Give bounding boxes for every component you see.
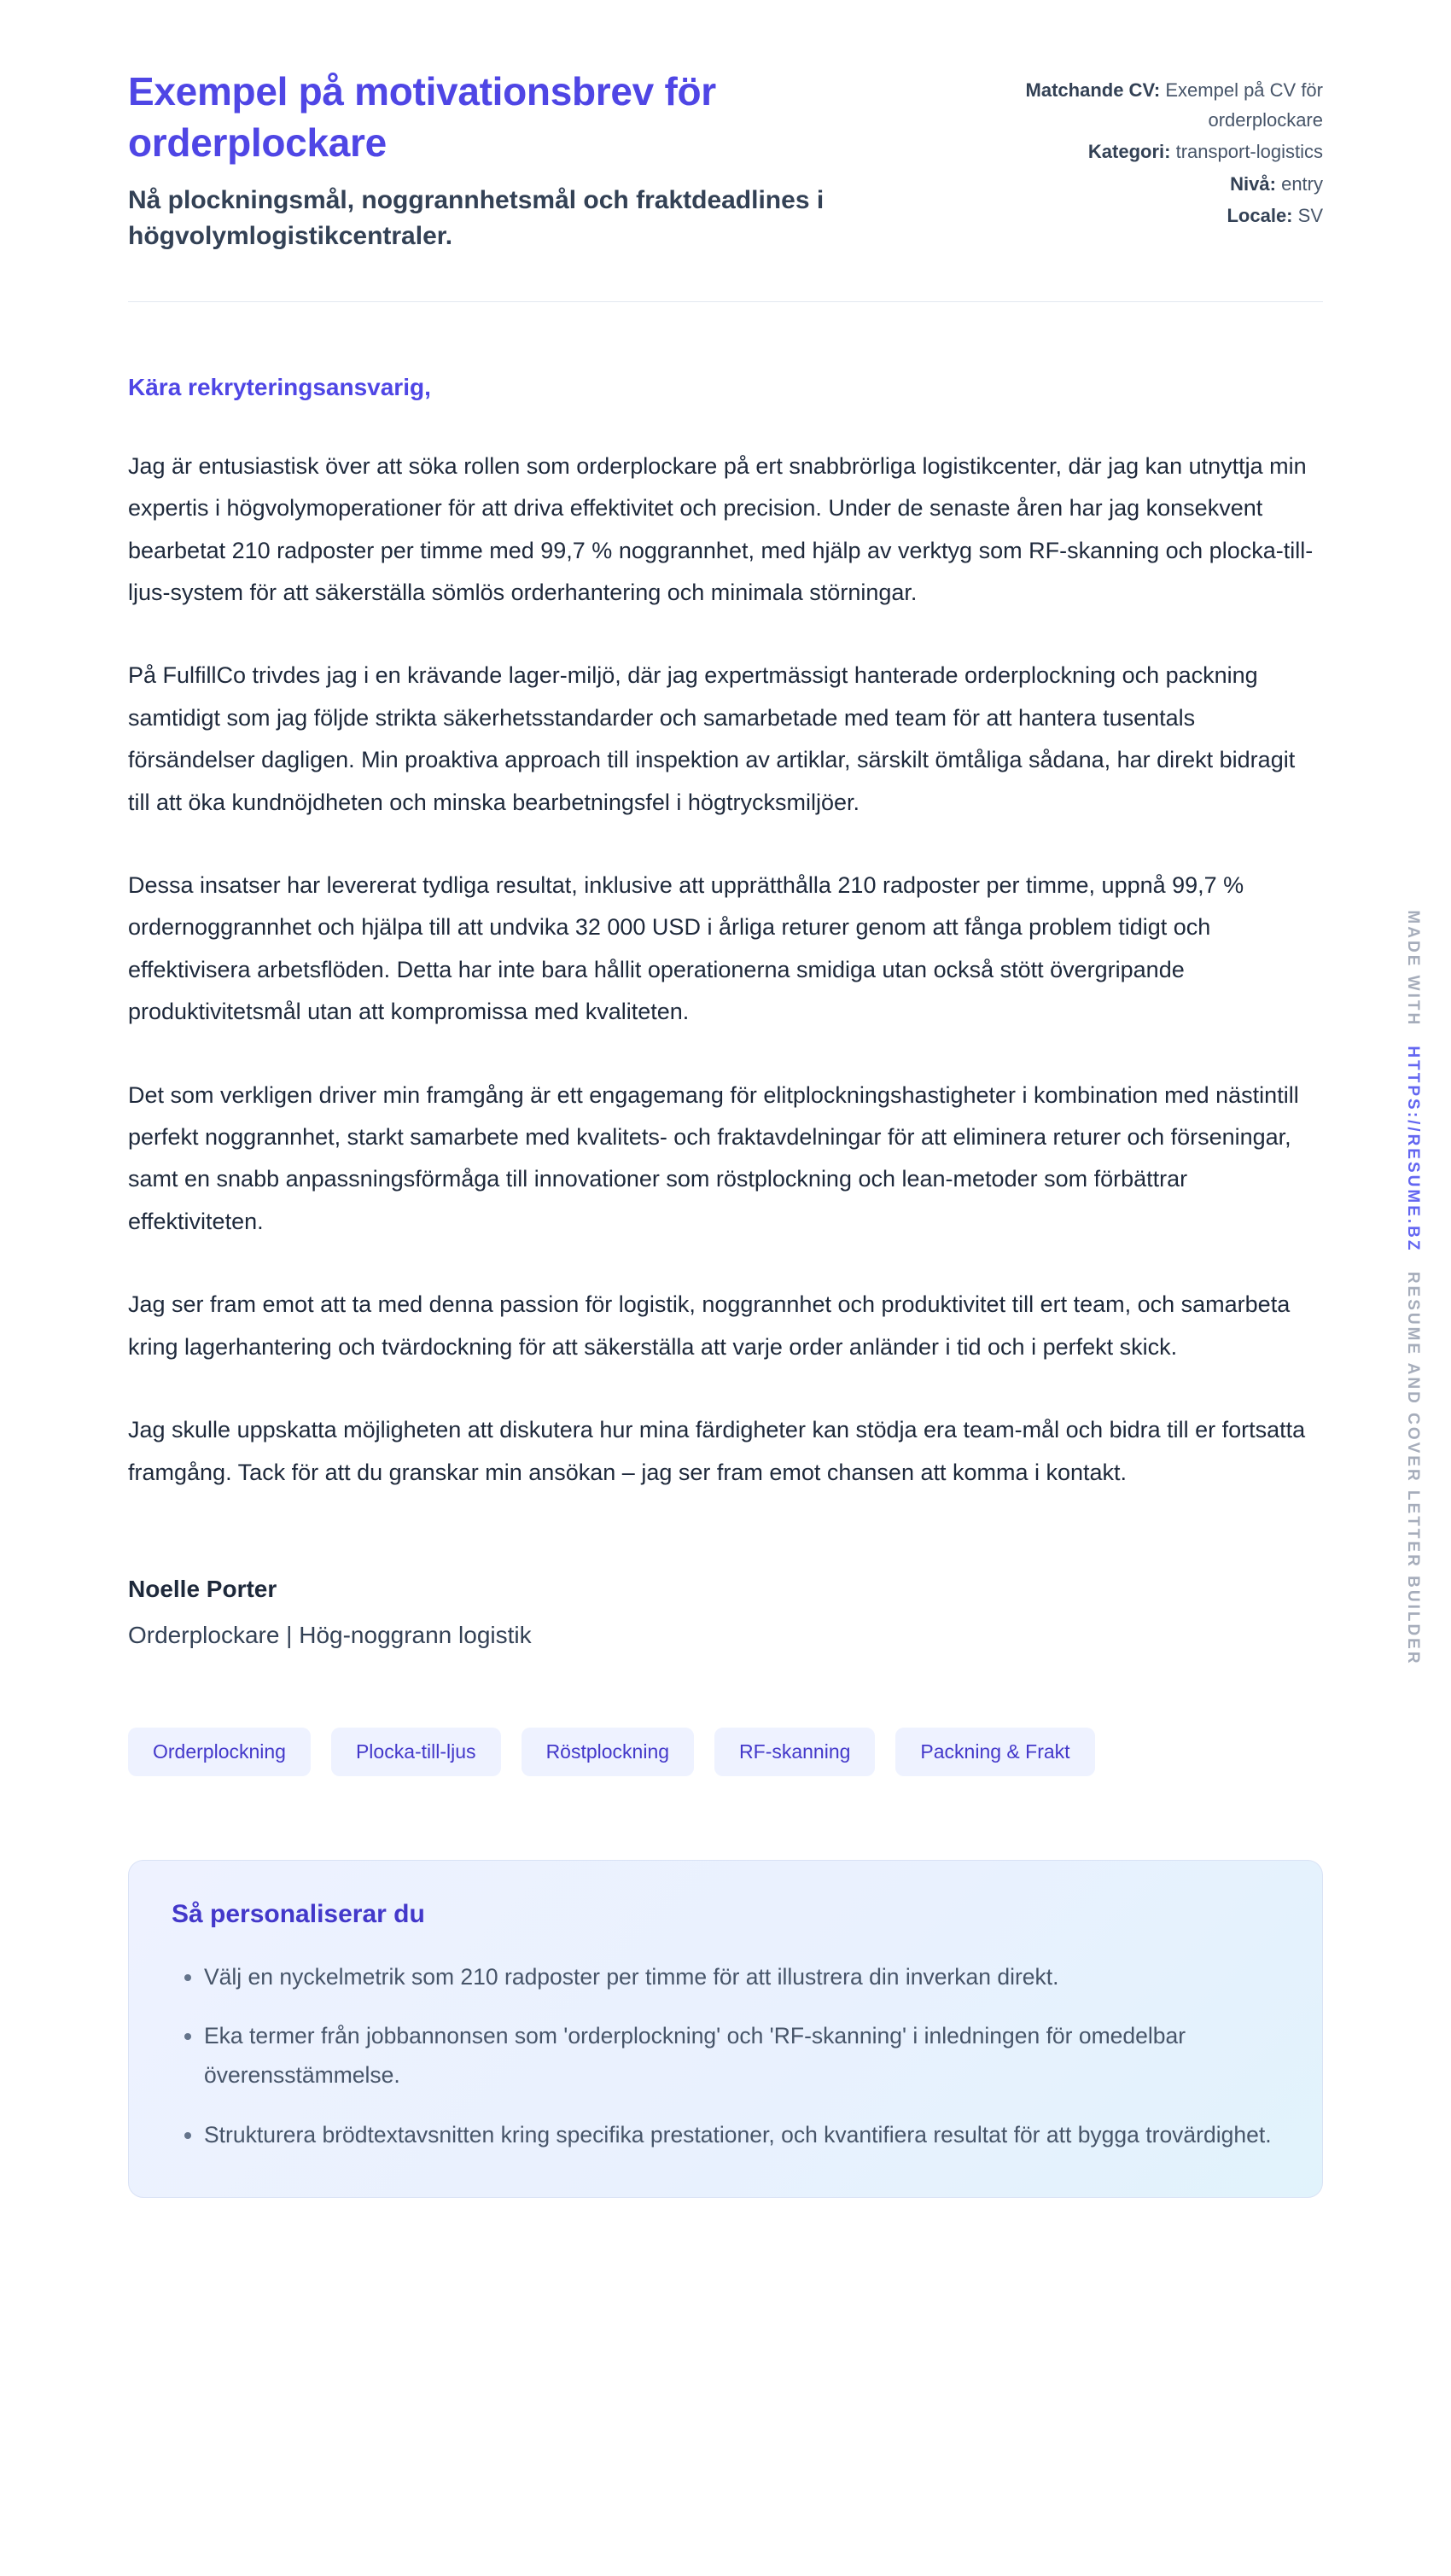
- tag-pill: RF-skanning: [714, 1728, 875, 1776]
- meta-row: [1020, 169, 1323, 199]
- watermark-tagline: RESUME AND COVER LETTER BUILDER: [1404, 1271, 1422, 1666]
- watermark: [1403, 910, 1422, 1665]
- meta-value: SV: [1297, 204, 1323, 226]
- meta-label: Nivå:: [1230, 172, 1276, 195]
- meta-label: Locale:: [1227, 204, 1293, 226]
- letter-body: [128, 446, 1323, 1494]
- meta-row: [1020, 75, 1323, 135]
- tip-item: • Strukturera brödtextavsnitten kring specifika prestationer, och kvantifiera resultat för att bygga trovärdighet.: [204, 2116, 1279, 2155]
- letter-paragraph: Jag skulle uppskatta möjligheten att diskutera hur mina färdigheter kan stödja era team-mål och bidra till er fortsatta framgång. Tack för att du granskar min ansökan – jag ser fram emot chansen att komma i kontakt.: [128, 1417, 1306, 1485]
- tag-list: [128, 1728, 1323, 1776]
- content-container: [128, 0, 1323, 2292]
- page-title: Exempel på motivationsbrev för orderplockare: [128, 69, 716, 165]
- tips-list: [172, 1958, 1279, 2154]
- meta-value: Exempel på CV för orderplockare: [1165, 79, 1323, 131]
- meta-label: Matchande CV:: [1025, 79, 1161, 101]
- meta-label: Kategori:: [1087, 141, 1171, 163]
- meta-row: [1020, 201, 1323, 230]
- tag-pill: Plocka-till-ljus: [331, 1728, 501, 1776]
- tip-item: • Eka termer från jobbannonsen som 'orderplockning' och 'RF-skanning' i inledningen för omedelbar överensstämmelse.: [204, 2017, 1279, 2095]
- tag-pill: Packning & Frakt: [895, 1728, 1094, 1776]
- header-titles: [128, 67, 896, 255]
- letter-paragraph: Dessa insatser har levererat tydliga resultat, inklusive att upprätthålla 210 radposter per timme, uppnå 99,7 % ordernoggrannhet och hjälpa till att undvika 32 000 USD i årliga returer genom att fånga problem tidigt och effektivisera arbetsflöden. Detta har inte bara hållit operationerna smidiga utan också stött övergripande produktivitetsmål utan att kompromissa med kvaliteten.: [128, 872, 1244, 1025]
- watermark-made-with: MADE WITH: [1404, 910, 1422, 1028]
- meta-value: entry: [1281, 172, 1323, 195]
- watermark-link[interactable]: HTTPS://RESUME.BZ: [1404, 1046, 1422, 1253]
- letter-paragraph: Det som verkligen driver min framgång är ett engagemang för elitplockningshastigheter i kombination med nästintill perfekt noggrannhet, starkt samarbete med kvalitets- och fraktavdelningar för att eliminera returer och förseningar, samt en snabb anpassningsförmåga till innovationer som röstplockning och lean-metoder som förbättrar effektiviteten.: [128, 1081, 1299, 1234]
- letter-paragraph: Jag ser fram emot att ta med denna passion för logistik, noggrannhet och produktivitet till ert team, och samarbeta kring lagerhantering och tvärdockning för att säkerställa att varje order anländer i tid och i perfekt skick.: [128, 1291, 1291, 1360]
- tag-pill: Röstplockning: [522, 1728, 694, 1776]
- meta-value: transport-logistics: [1175, 141, 1323, 163]
- tag-pill: Orderplockning: [128, 1728, 311, 1776]
- tips-box: [128, 1860, 1323, 2198]
- letter-paragraph: Jag är entusiastisk över att söka rollen som orderplockare på ert snabbrörliga logistikcenter, där jag kan utnyttja min expertis i högvolymoperationer för att driva effektivitet och precision. Under de senaste åren har jag konsekvent bearbetat 210 radposter per timme med 99,7 % noggrannhet, med hjälp av verktyg som RF-skanning och plocka-till-ljus-system för att säkerställa sömlös orderhantering och minimala störningar.: [128, 452, 1314, 605]
- tips-heading: Så personaliserar du: [172, 1899, 425, 1928]
- meta-row: [1020, 137, 1323, 166]
- meta-block: [1020, 67, 1323, 232]
- header-divider: [128, 301, 1323, 302]
- page-header: [128, 67, 1323, 255]
- letter-paragraph: På FulfillCo trivdes jag i en krävande lager-miljö, där jag expertmässigt hanterade orderplockning och packning samtidigt som jag följde strikta säkerhetsstandarder och samarbetade med team för att hantera tusentals försändelser dagligen. Min proaktiva approach till inspektion av artiklar, särskilt ömtåliga sådana, har direkt bidragit till att öka kundnöjdheten och minska bearbetningsfel i högtrycksmiljöer.: [128, 662, 1296, 815]
- tip-item: • Välj en nyckelmetrik som 210 radposter per timme för att illustrera din inverkan direkt.: [204, 1958, 1279, 1997]
- signature-name: Noelle Porter: [128, 1575, 277, 1602]
- salutation: Kära rekryteringsansvarig,: [128, 373, 431, 400]
- signature-title: Orderplockare | Hög-noggrann logistik: [128, 1621, 532, 1648]
- page-subtitle: Nå plockningsmål, noggrannhetsmål och fraktdeadlines i högvolymlogistikcentraler.: [128, 185, 825, 251]
